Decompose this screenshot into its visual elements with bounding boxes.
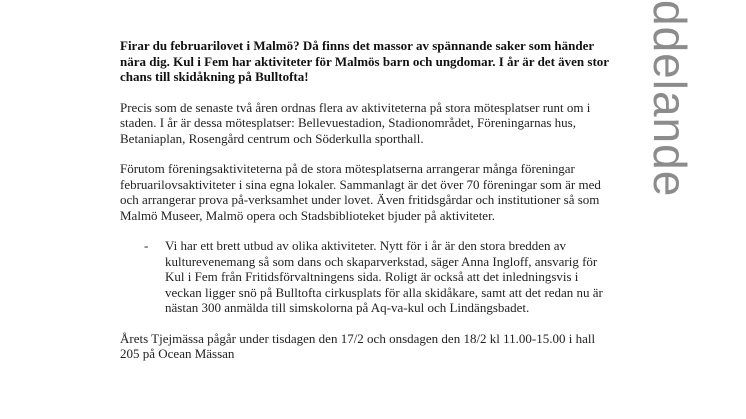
quote-dash: - [144, 238, 149, 253]
paragraph-associations: Förutom föreningsaktiviteterna på de stora mötesplatserna arrangerar många föreningar februarilovsaktiviteter i sina egna lokaler. Sammanlagt är det över 70 föreningar som är med och arrangerar prova på-verksamhet under lovet. Även fritidsgårdar och institutioner så som Malmö Museer, Malmö opera och Stadsbiblioteket bjuder på aktiviteter. [120, 161, 601, 223]
quote-block [120, 238, 615, 316]
paragraph-tjejmassa: Årets Tjejmässa pågår under tisdagen den 17/2 och onsdagen den 18/2 kl 11.00-15.00 i hall 205 på Ocean Mässan [120, 330, 596, 361]
lead-paragraph: Firar du februarilovet i Malmö? Då finns det massor av spännande saker som händer nära dig. Kul i Fem har aktiviteter för Malmös barn och ungdomar. I år är det även stor chans till skidåkning på Bulltofta! [120, 38, 609, 84]
article-body [120, 38, 615, 362]
paragraph-meeting-places: Precis som de senaste två åren ordnas flera av aktiviteterna på stora mötesplatser runt om i staden. I år är dessa mötesplatser: Bellevuestadion, Stadionområdet, Föreningarnas hus, Betaniaplan, Rosengård centrum och Söderkulla sporthall. [120, 99, 591, 146]
side-label: ddelande [644, 0, 696, 198]
quote-text: Vi har ett brett utbud av olika aktiviteter. Nytt för i år är den stora bredden av kulturevenemang så som dans och skaparverkstad, säger Anna Ingloff, ansvarig för Kul i Fem från Fritidsförvaltningens sida. Roligt är också att det inledningsvis i veckan ligger snö på Bulltofta cirkusplats för alla skidåkare, samt att det redan nu är nästan 300 anmälda till simskolorna på Aq-va-kul och Lindängsbadet. [165, 238, 603, 315]
